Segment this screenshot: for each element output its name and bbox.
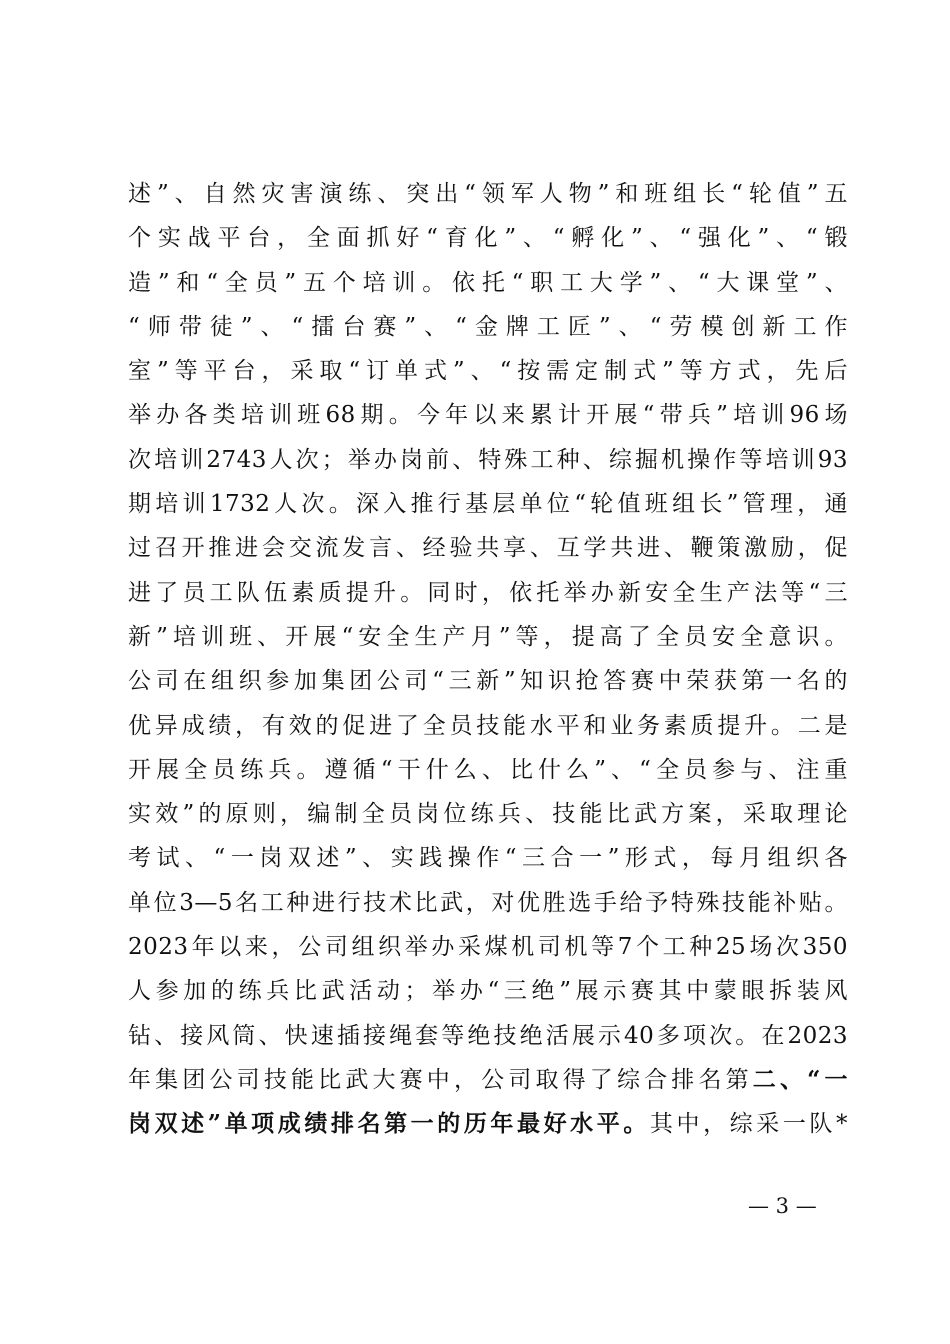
text-line-2: 个实战平台，全面抓好“育化”、“孵化”、“强化”、“锻: [128, 225, 848, 252]
text-line-19: 人参加的练兵比武活动；举办“三绝”展示赛其中蒙眼拆装风: [128, 978, 848, 1005]
text-line-8: 期培训1732人次。深入推行基层单位“轮值班组长”管理，通: [128, 491, 848, 518]
text-line-22: [128, 1102, 848, 1146]
document-body: [128, 172, 848, 1147]
text-line-22-regular: 其中，综采一队*: [649, 1111, 849, 1138]
text-line-21-bold: 二、“一: [752, 1065, 849, 1093]
text-line-18: 2023年以来，公司组织举办采煤机司机等7个工种25场次350: [128, 934, 848, 961]
text-line-17: 单位3—5名工种进行技术比武，对优胜选手给予特殊技能补贴。: [128, 889, 848, 916]
text-line-5: 室”等平台，采取“订单式”、“按需定制式”等方式，先后: [128, 358, 848, 385]
text-line-7: 次培训2743人次；举办岗前、特殊工种、综掘机操作等培训93: [128, 446, 848, 473]
text-line-6: 举办各类培训班68期。今年以来累计开展“带兵”培训96场: [128, 402, 848, 429]
text-line-12: 公司在组织参加集团公司“三新”知识抢答赛中荣获第一名的: [128, 668, 848, 695]
text-line-16: 考试、“一岗双述”、实践操作“三合一”形式，每月组织各: [128, 845, 848, 872]
text-line-14: 开展全员练兵。遵循“干什么、比什么”、“全员参与、注重: [128, 756, 848, 783]
text-line-9: 过召开推进会交流发言、经验共享、互学共进、鞭策激励，促: [128, 535, 848, 562]
text-line-13: 优异成绩，有效的促进了全员技能水平和业务素质提升。二是: [128, 712, 848, 739]
text-line-3: 造”和“全员”五个培训。依托“职工大学”、“大课堂”、: [128, 269, 848, 296]
text-line-4: “师带徒”、“擂台赛”、“金牌工匠”、“劳模创新工作: [128, 313, 848, 340]
text-line-21: [128, 1058, 848, 1102]
text-line-11: 新”培训班、开展“安全生产月”等，提高了全员安全意识。: [128, 623, 848, 650]
text-line-1: 述”、自然灾害演练、突出“领军人物”和班组长“轮值”五: [128, 181, 848, 207]
text-line-10: 进了员工队伍素质提升。同时，依托举办新安全生产法等“三: [128, 579, 848, 606]
text-line-20: 钻、接风筒、快速插接绳套等绝技绝活展示40多项次。在2023: [128, 1022, 848, 1049]
page-number: — 3 —: [748, 1194, 817, 1218]
text-line-21-regular: 年集团公司技能比武大赛中，公司取得了综合排名第: [128, 1066, 753, 1093]
text-line-22-bold: 岗双述”单项成绩排名第一的历年最好水平。: [128, 1110, 650, 1138]
text-line-15: 实效”的原则，编制全员岗位练兵、技能比武方案，采取理论: [128, 801, 848, 828]
